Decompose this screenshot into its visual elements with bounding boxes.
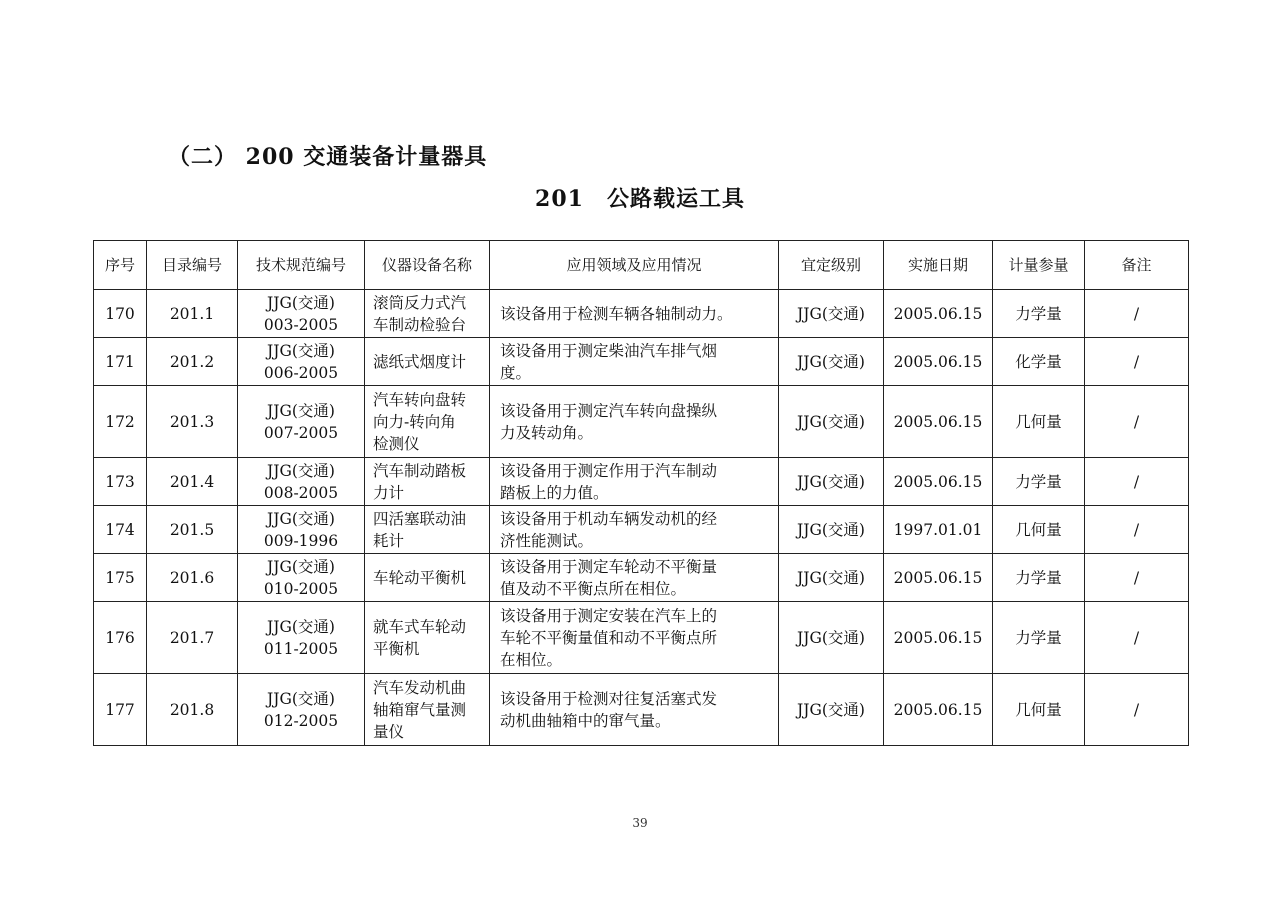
cell-name-line: 量仪 [373, 722, 405, 741]
cell-note: / [1085, 338, 1189, 386]
cell-name-line: 滤纸式烟度计 [373, 352, 467, 371]
cell-desc-line: 该设备用于检测车辆各轴制动力。 [500, 304, 733, 323]
cell-level: JJG(交通) [779, 506, 884, 554]
cell-spec-line: JJG(交通) [267, 341, 335, 360]
cell-param: 几何量 [993, 674, 1085, 746]
table-row [94, 338, 1189, 386]
cell-no: 176 [94, 602, 147, 674]
cell-catalog: 201.3 [147, 386, 238, 458]
section-heading: （二） 200 交通装备计量器具 [168, 144, 488, 170]
cell-desc [490, 458, 779, 506]
cell-level: JJG(交通) [779, 338, 884, 386]
cell-desc-line: 值及动不平衡点所在相位。 [500, 579, 687, 598]
cell-spec-line: JJG(交通) [267, 617, 335, 636]
cell-spec-line: JJG(交通) [267, 401, 335, 420]
cell-no: 172 [94, 386, 147, 458]
cell-name-line: 耗计 [373, 531, 405, 550]
cell-desc-line: 力及转动角。 [500, 423, 594, 442]
cell-spec [238, 338, 365, 386]
subsection-title: 201 公路载运工具 [535, 186, 745, 212]
table-row [94, 554, 1189, 602]
cell-note: / [1085, 506, 1189, 554]
cell-name-line: 向力-转向角 [373, 412, 456, 431]
cell-desc-line: 度。 [500, 363, 532, 382]
cell-desc [490, 290, 779, 338]
col-header-note: 备注 [1085, 241, 1189, 290]
cell-spec-line: JJG(交通) [267, 689, 335, 708]
cell-desc-line: 该设备用于机动车辆发动机的经 [500, 509, 718, 528]
cell-desc-line: 该设备用于测定车轮动不平衡量 [500, 557, 718, 576]
cell-desc-line: 该设备用于测定汽车转向盘操纵 [500, 401, 718, 420]
col-header-spec: 技术规范编号 [238, 241, 365, 290]
table-row [94, 458, 1189, 506]
cell-note: / [1085, 674, 1189, 746]
cell-param: 力学量 [993, 602, 1085, 674]
col-header-date: 实施日期 [884, 241, 993, 290]
cell-name-line: 四活塞联动油 [373, 509, 467, 528]
col-header-catalog: 目录编号 [147, 241, 238, 290]
cell-name-line: 滚筒反力式汽 [373, 293, 467, 312]
cell-note: / [1085, 602, 1189, 674]
cell-desc-line: 踏板上的力值。 [500, 483, 609, 502]
cell-name [365, 290, 490, 338]
col-header-level: 宜定级别 [779, 241, 884, 290]
cell-date: 2005.06.15 [884, 674, 993, 746]
cell-name [365, 338, 490, 386]
cell-desc [490, 554, 779, 602]
cell-spec-line: 012-2005 [263, 711, 339, 730]
cell-catalog: 201.5 [147, 506, 238, 554]
cell-name-line: 车轮动平衡机 [373, 568, 467, 587]
cell-param: 几何量 [993, 506, 1085, 554]
cell-name-line: 汽车发动机曲 [373, 678, 467, 697]
cell-name [365, 554, 490, 602]
cell-desc-line: 济性能测试。 [500, 531, 594, 550]
cell-name [365, 458, 490, 506]
cell-spec [238, 674, 365, 746]
cell-catalog: 201.6 [147, 554, 238, 602]
cell-level: JJG(交通) [779, 602, 884, 674]
cell-spec [238, 602, 365, 674]
cell-catalog: 201.7 [147, 602, 238, 674]
cell-desc [490, 602, 779, 674]
cell-name-line: 汽车制动踏板 [373, 461, 467, 480]
cell-date: 1997.01.01 [884, 506, 993, 554]
cell-name [365, 674, 490, 746]
cell-param: 几何量 [993, 386, 1085, 458]
cell-desc-line: 在相位。 [500, 650, 563, 669]
cell-no: 177 [94, 674, 147, 746]
cell-date: 2005.06.15 [884, 290, 993, 338]
cell-name-line: 轴箱窜气量测 [373, 700, 467, 719]
table-header-row [94, 241, 1189, 290]
cell-level: JJG(交通) [779, 290, 884, 338]
cell-name [365, 602, 490, 674]
cell-desc-line: 该设备用于检测对往复活塞式发 [500, 689, 718, 708]
cell-name-line: 车制动检验台 [373, 315, 467, 334]
cell-level: JJG(交通) [779, 674, 884, 746]
cell-spec [238, 506, 365, 554]
table-row [94, 386, 1189, 458]
cell-spec-line: 011-2005 [263, 639, 339, 658]
cell-level: JJG(交通) [779, 458, 884, 506]
cell-desc [490, 506, 779, 554]
cell-spec-line: 008-2005 [263, 483, 339, 502]
page-number: 39 [632, 816, 648, 830]
cell-param: 化学量 [993, 338, 1085, 386]
cell-desc [490, 386, 779, 458]
col-header-param: 计量参量 [993, 241, 1085, 290]
cell-no: 173 [94, 458, 147, 506]
col-header-name: 仪器设备名称 [365, 241, 490, 290]
cell-date: 2005.06.15 [884, 458, 993, 506]
table-row [94, 674, 1189, 746]
cell-spec [238, 554, 365, 602]
cell-no: 174 [94, 506, 147, 554]
cell-spec-line: JJG(交通) [267, 293, 335, 312]
cell-desc [490, 674, 779, 746]
col-header-no: 序号 [94, 241, 147, 290]
cell-spec-line: 010-2005 [263, 579, 339, 598]
table-row [94, 290, 1189, 338]
table-row [94, 602, 1189, 674]
cell-date: 2005.06.15 [884, 554, 993, 602]
cell-spec [238, 290, 365, 338]
cell-no: 175 [94, 554, 147, 602]
cell-date: 2005.06.15 [884, 602, 993, 674]
cell-desc-line: 车轮不平衡量值和动不平衡点所 [500, 628, 718, 647]
cell-desc-line: 该设备用于测定柴油汽车排气烟 [500, 341, 718, 360]
cell-catalog: 201.4 [147, 458, 238, 506]
cell-param: 力学量 [993, 290, 1085, 338]
cell-catalog: 201.8 [147, 674, 238, 746]
cell-desc-line: 动机曲轴箱中的窜气量。 [500, 711, 671, 730]
cell-spec-line: JJG(交通) [267, 557, 335, 576]
cell-note: / [1085, 554, 1189, 602]
cell-spec [238, 458, 365, 506]
cell-note: / [1085, 386, 1189, 458]
cell-note: / [1085, 458, 1189, 506]
cell-name [365, 506, 490, 554]
table-row [94, 506, 1189, 554]
cell-param: 力学量 [993, 458, 1085, 506]
cell-spec-line: JJG(交通) [267, 509, 335, 528]
cell-name-line: 汽车转向盘转 [373, 390, 467, 409]
cell-spec-line: 009-1996 [263, 531, 339, 550]
equipment-table [93, 240, 1189, 746]
col-header-desc: 应用领域及应用情况 [490, 241, 779, 290]
cell-name-line: 平衡机 [373, 639, 420, 658]
cell-desc [490, 338, 779, 386]
cell-no: 171 [94, 338, 147, 386]
cell-param: 力学量 [993, 554, 1085, 602]
cell-name-line: 就车式车轮动 [373, 617, 467, 636]
cell-catalog: 201.2 [147, 338, 238, 386]
cell-name-line: 检测仪 [373, 434, 420, 453]
cell-name-line: 力计 [373, 483, 405, 502]
cell-date: 2005.06.15 [884, 386, 993, 458]
cell-spec-line: 006-2005 [263, 363, 339, 382]
cell-note: / [1085, 290, 1189, 338]
cell-no: 170 [94, 290, 147, 338]
cell-level: JJG(交通) [779, 386, 884, 458]
cell-level: JJG(交通) [779, 554, 884, 602]
cell-spec-line: JJG(交通) [267, 461, 335, 480]
cell-name [365, 386, 490, 458]
cell-spec-line: 007-2005 [263, 423, 339, 442]
cell-desc-line: 该设备用于测定作用于汽车制动 [500, 461, 718, 480]
cell-date: 2005.06.15 [884, 338, 993, 386]
cell-catalog: 201.1 [147, 290, 238, 338]
cell-spec-line: 003-2005 [263, 315, 339, 334]
cell-spec [238, 386, 365, 458]
cell-desc-line: 该设备用于测定安装在汽车上的 [500, 606, 718, 625]
